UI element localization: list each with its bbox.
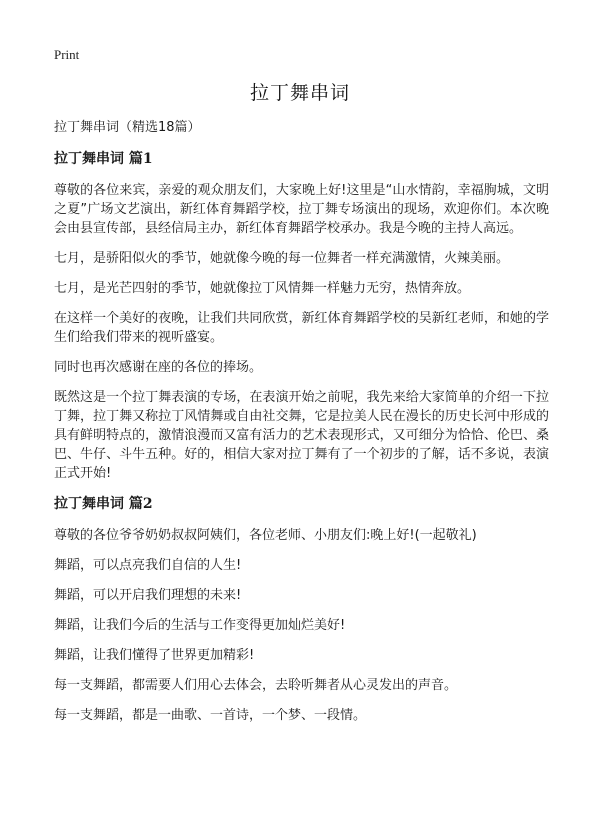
paragraph: 每一支舞蹈，都需要人们用心去体会，去聆听舞者从心灵发出的声音。 bbox=[54, 678, 458, 693]
paragraph: 七月，是光芒四射的季节，她就像拉丁风情舞一样魅力无穷，热情奔放。 bbox=[54, 281, 471, 296]
document-subtitle: 拉丁舞串词（精选18篇） bbox=[54, 120, 201, 135]
page-title: 拉丁舞串词 bbox=[249, 82, 350, 104]
section-heading: 拉丁舞串词 篇1 bbox=[54, 151, 153, 167]
document-body bbox=[54, 118, 549, 736]
paragraph: 尊敬的各位来宾，亲爱的观众朋友们，大家晚上好!这里是“山水情韵，幸福朐城，文明之夏”广场文艺演出，新红体育舞蹈学校，拉丁舞专场演出的现场，欢迎你们。本次晚会由县宣传部，县经信局主办，新红体育舞蹈学校承办。我是今晚的主持人高远。 bbox=[54, 183, 549, 236]
section-1 bbox=[54, 149, 549, 483]
paragraph: 舞蹈，让我们懂得了世界更加精彩! bbox=[54, 648, 255, 663]
paragraph: 舞蹈，可以点亮我们自信的人生! bbox=[54, 558, 242, 573]
paragraph: 舞蹈，可以开启我们理想的未来! bbox=[54, 588, 242, 603]
paragraph: 舞蹈，让我们今后的生活与工作变得更加灿烂美好! bbox=[54, 618, 346, 633]
section-2 bbox=[54, 494, 549, 725]
paragraph: 在这样一个美好的夜晚，让我们共同欣赏，新红体育舞蹈学校的吴新红老师，和她的学生们给我们带来的视听盛宴。 bbox=[54, 311, 549, 345]
section-heading: 拉丁舞串词 篇2 bbox=[54, 496, 153, 512]
paragraph: 尊敬的各位爷爷奶奶叔叔阿姨们，各位老师、小朋友们:晚上好!(一起敬礼) bbox=[54, 528, 477, 543]
print-link[interactable]: Print bbox=[54, 47, 80, 62]
paragraph: 既然这是一个拉丁舞表演的专场，在表演开始之前呢，我先来给大家简单的介绍一下拉丁舞，拉丁舞又称拉丁风情舞或自由社交舞，它是拉美人民在漫长的历史长河中形成的具有鲜明特点的，激情浪漫而又富有活力的艺术表现形式，又可细分为恰恰、伦巴、桑巴、牛仔、斗牛五种。好的，相信大家对拉丁舞有了一个初步的了解，话不多说，表演正式开始! bbox=[54, 390, 549, 481]
paragraph: 每一支舞蹈，都是一曲歌、一首诗，一个梦、一段情。 bbox=[54, 708, 367, 723]
paragraph: 七月，是骄阳似火的季节，她就像今晚的每一位舞者一样充满激情，火辣美丽。 bbox=[54, 251, 510, 266]
paragraph: 同时也再次感谢在座的各位的捧场。 bbox=[54, 360, 263, 375]
